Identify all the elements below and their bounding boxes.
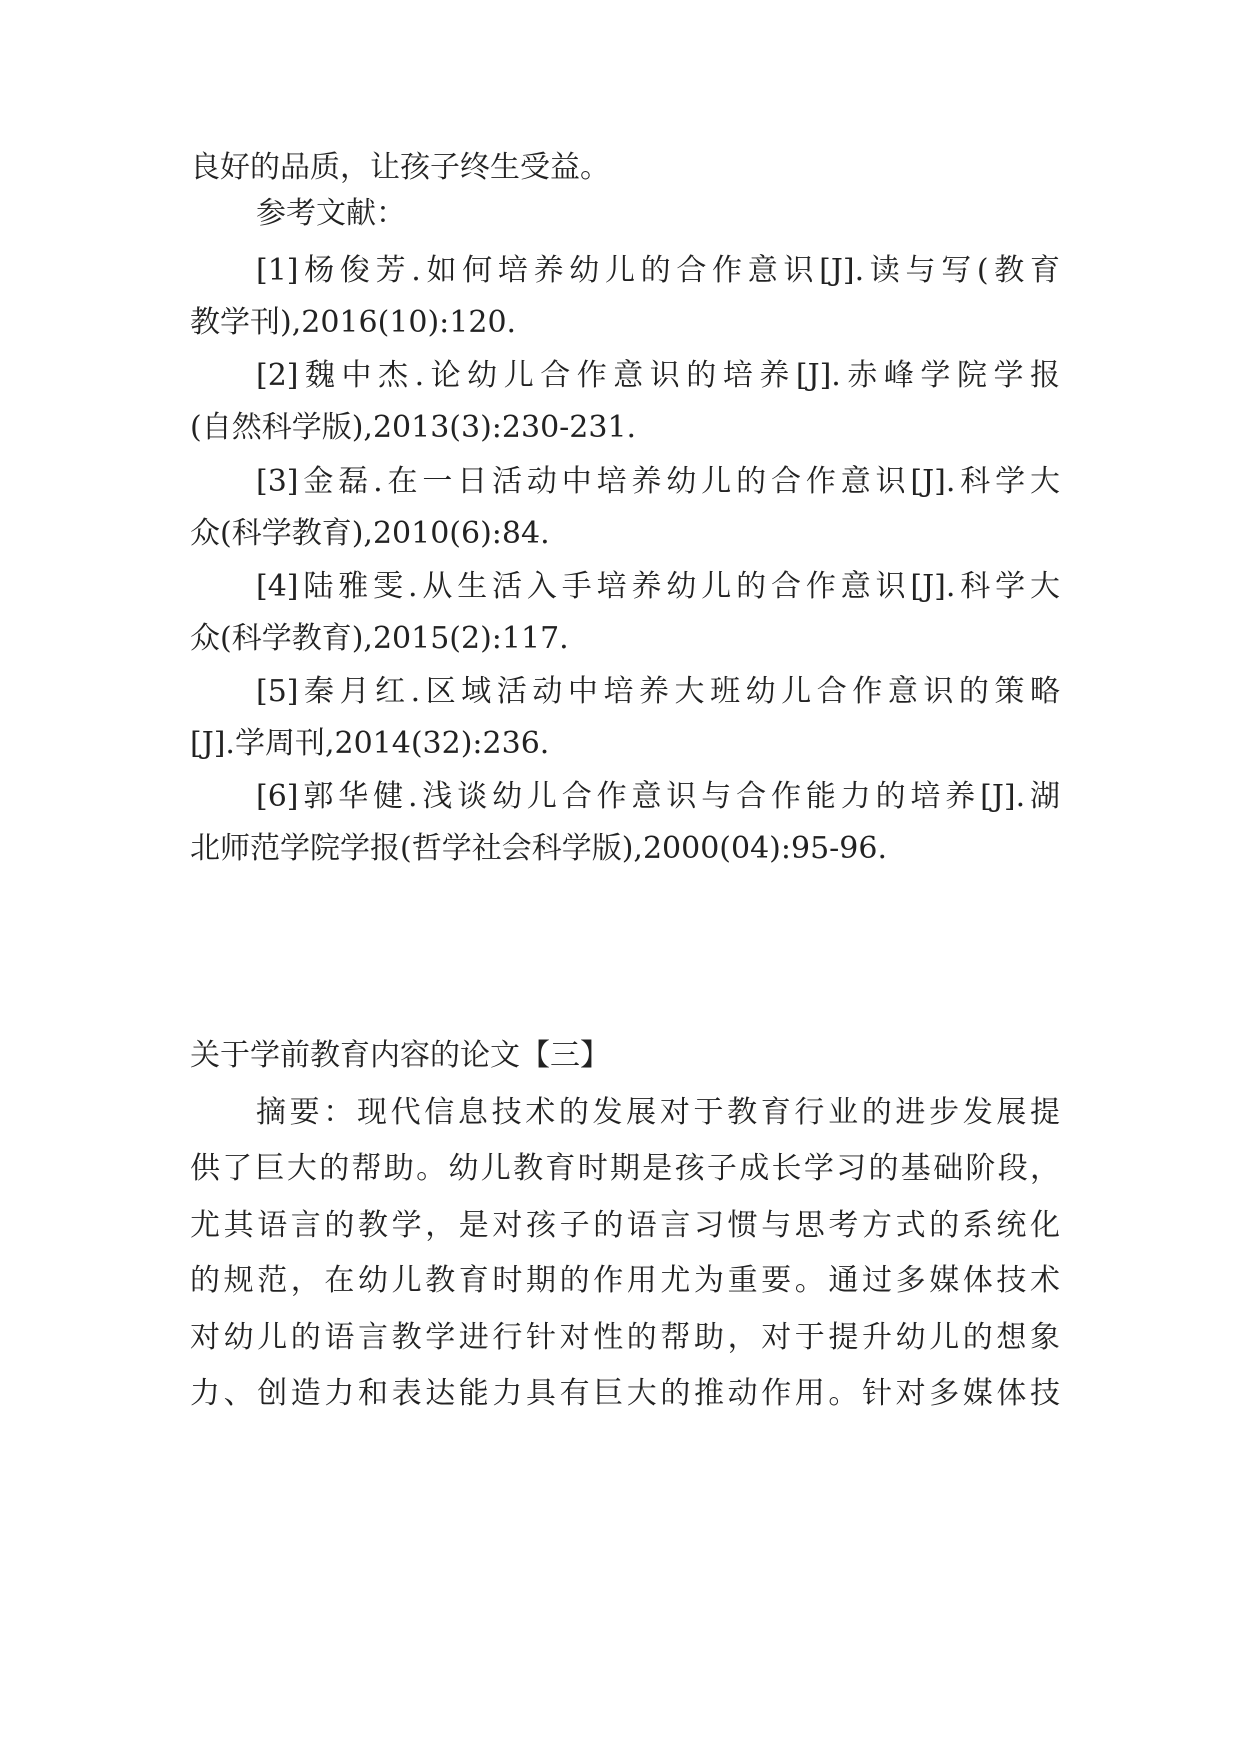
abstract-line-6: 力、创造力和表达能力具有巨大的推动作用。针对多媒体技 bbox=[190, 1376, 1060, 1411]
reference-4-line-2: 众(科学教育),2015(2):117. bbox=[190, 621, 569, 656]
section-title: 关于学前教育内容的论文【三】 bbox=[190, 1038, 610, 1073]
reference-2-line-1: [2]魏中杰.论幼儿合作意识的培养[J].赤峰学院学报 bbox=[256, 358, 1060, 393]
reference-1-line-1: [1]杨俊芳.如何培养幼儿的合作意识[J].读与写(教育 bbox=[256, 253, 1060, 288]
reference-3-line-1: [3]金磊.在一日活动中培养幼儿的合作意识[J].科学大 bbox=[256, 464, 1060, 499]
reference-5-line-1: [5]秦月红.区域活动中培养大班幼儿合作意识的策略 bbox=[256, 674, 1060, 709]
abstract-line-1: 摘要：现代信息技术的发展对于教育行业的进步发展提 bbox=[256, 1095, 1060, 1130]
reference-6-line-2: 北师范学院学报(哲学社会科学版),2000(04):95-96. bbox=[190, 831, 888, 866]
abstract-line-3: 尤其语言的教学，是对孩子的语言习惯与思考方式的系统化 bbox=[190, 1208, 1060, 1243]
abstract-line-5: 对幼儿的语言教学进行针对性的帮助，对于提升幼儿的想象 bbox=[190, 1320, 1060, 1355]
abstract-line-2: 供了巨大的帮助。幼儿教育时期是孩子成长学习的基础阶段， bbox=[190, 1151, 1060, 1186]
reference-3-line-2: 众(科学教育),2010(6):84. bbox=[190, 516, 550, 551]
reference-1-line-2: 教学刊),2016(10):120. bbox=[190, 305, 517, 340]
references-heading: 参考文献： bbox=[256, 196, 406, 231]
reference-2-line-2: (自然科学版),2013(3):230-231. bbox=[190, 410, 637, 445]
reference-6-line-1: [6]郭华健.浅谈幼儿合作意识与合作能力的培养[J].湖 bbox=[256, 779, 1060, 814]
continuation-text: 良好的品质，让孩子终生受益。 bbox=[190, 150, 610, 185]
reference-4-line-1: [4]陆雅雯.从生活入手培养幼儿的合作意识[J].科学大 bbox=[256, 569, 1060, 604]
reference-5-line-2: [J].学周刊,2014(32):236. bbox=[190, 726, 550, 761]
abstract-line-4: 的规范，在幼儿教育时期的作用尤为重要。通过多媒体技术 bbox=[190, 1263, 1060, 1298]
